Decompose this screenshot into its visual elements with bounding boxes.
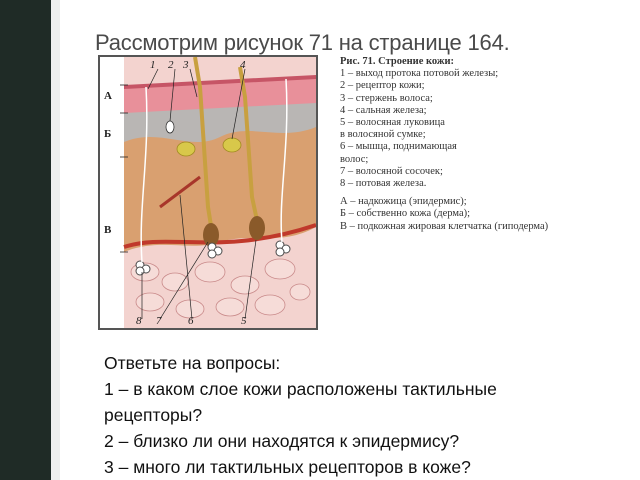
figure-number-1: 1 [150,59,156,71]
figure-number-7: 7 [156,315,162,327]
skin-structure-figure [98,55,318,330]
figure-legend [340,56,630,233]
slide-title: Рассмотрим рисунок 71 на странице 164. [95,30,510,55]
sidebar-dark-bar [0,0,51,480]
legend-caption: Рис. 71. Строение кожи: [340,56,455,67]
sebaceous-gland-left [177,142,195,156]
legend-item: 8 – потовая железа. [340,178,427,190]
skin-illustration [100,57,316,328]
legend-item: 7 – волосяной сосочек; [340,165,443,177]
figure-number-2: 2 [168,59,174,71]
legend-item: 4 – сальная железа; [340,104,427,116]
skin-receptor [166,121,174,133]
question-line: 1 – в каком слое кожи расположены тактильные [104,379,497,399]
legend-layer: В – подкожная жировая клетчатка (гиподерма) [340,220,549,232]
questions-heading: Ответьте на вопросы: [104,353,281,373]
legend-layer: А – надкожица (эпидермис); [340,196,467,208]
sebaceous-gland-right [223,138,241,152]
legend-item: 1 – выход протока потовой железы; [340,68,499,80]
figure-number-8: 8 [136,315,142,327]
sidebar-light-strip [51,0,60,480]
legend-item: 3 – стержень волоса; [340,92,433,104]
question-line: 3 – много ли тактильных рецепторов в коже? [104,457,471,477]
hair-bulb-right [249,216,265,240]
question-line: 2 – близко ли они находятся к эпидермису? [104,431,460,451]
figure-number-5: 5 [241,315,247,327]
legend-item: волос; [340,153,369,165]
layer-letter-b: Б [104,128,112,140]
layer-letter-a: А [104,90,112,102]
figure-number-6: 6 [188,315,194,327]
legend-item: 5 – волосяная луковица [340,117,445,129]
legend-item: 2 – рецептор кожи; [340,80,425,92]
legend-layer: Б – собственно кожа (дерма); [340,208,471,220]
figure-number-3: 3 [183,59,189,71]
layer-letter-v: В [104,224,112,236]
question-line: рецепторы? [104,405,203,425]
legend-item: в волосяной сумке; [340,129,426,141]
legend-item: 6 – мышца, поднимающая [340,141,457,153]
questions-block [104,350,624,480]
figure-number-4: 4 [240,59,246,71]
